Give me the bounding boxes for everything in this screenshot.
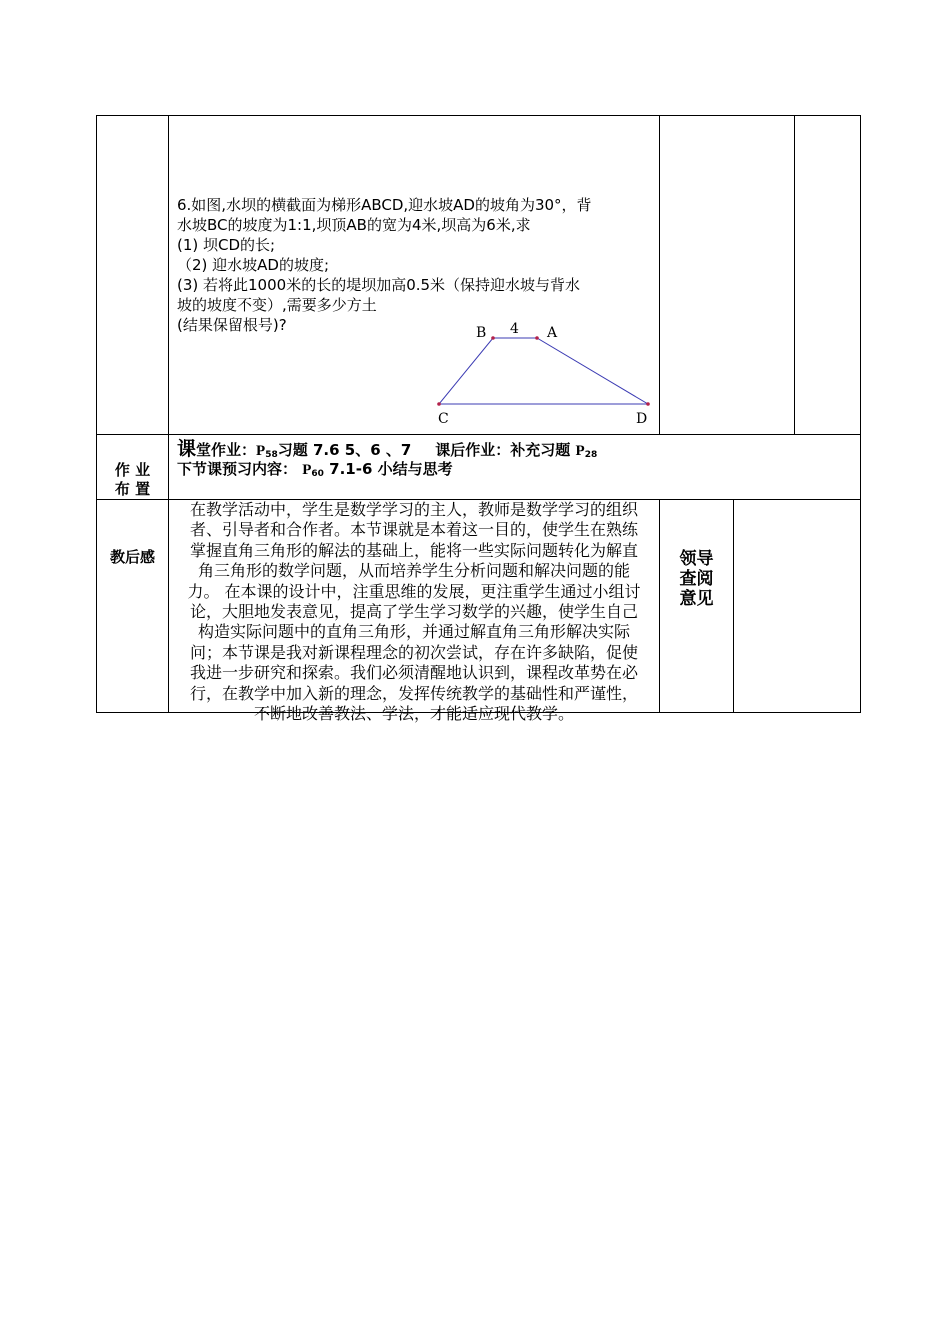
row-divider-homework (96, 434, 861, 435)
reflection-line: 论，大胆地发表意见，提高了学生学习数学的兴趣，使学生自己 (189, 601, 638, 621)
problem-line: (1) 坝CD的长; (177, 236, 276, 254)
homework-after-p-sub: 28 (584, 450, 598, 460)
dam-trapezoid (439, 338, 648, 404)
homework-preview-line (177, 459, 453, 484)
reflection-label: 教后感 (109, 548, 155, 566)
trapezoid-figure (425, 318, 655, 430)
vertex-a (535, 336, 539, 340)
problem-line: (3) 若将此1000米的长的堤坝加高0.5米（保持迎水坡与背水 (177, 276, 581, 294)
vertex-b (491, 336, 495, 340)
homework-preview-label: 下节课预习内容： (177, 460, 303, 478)
reflection-line: 在教学活动中，学生是数学学习的主人，教师是数学学习的组织 (189, 500, 638, 519)
label-d: D (636, 411, 648, 427)
table-border-right (860, 115, 861, 713)
homework-after-p: P (575, 443, 585, 459)
label-c: C (438, 411, 449, 427)
problem-line: 水坡BC的坡度为1:1,坝顶AB的宽为4米,坝高为6米,求 (177, 216, 531, 234)
reflection-line: 不断地改善教法、学法，才能适应现代教学。 (253, 703, 574, 723)
reflection-line: 者、引导者和合作者。本节课就是本着这一目的，使学生在熟练 (189, 520, 638, 540)
problem-line: 坡的坡度不变）,需要多少方土 (177, 296, 377, 314)
column-divider-main (168, 115, 169, 713)
leader-review-line2: 查阅 (679, 569, 714, 589)
reflection-line: 力。 在本课的设计中，注重思维的发展，更注重学生通过小组讨 (187, 581, 641, 601)
homework-class-label: 堂作业： (196, 441, 257, 459)
homework-preview-p-sub: 60 (311, 469, 324, 479)
leader-review-line1: 领导 (679, 549, 714, 569)
problem-line: （2) 迎水坡AD的坡度; (177, 256, 330, 274)
leader-review-line3: 意见 (679, 589, 714, 609)
reflection-line: 行，在教学中加入新的理念，发挥传统教学的基础性和严谨性， (189, 683, 638, 703)
homework-class-p-sub: 58 (265, 450, 278, 460)
reflection-text (171, 500, 657, 724)
homework-preview-p: P (302, 462, 312, 478)
vertex-c (437, 402, 441, 406)
homework-label-line2: 布 置 (114, 480, 151, 498)
homework-after-label: 课后作业：补充习题 (435, 441, 576, 459)
problem-line: 6.如图,水坝的横截面为梯形ABCD,迎水坡AD的坡角为30°，背 (177, 196, 592, 214)
table-border-top (96, 115, 861, 116)
reflection-line: 我进一步研究和探索。我们必须清醒地认识到，课程改革势在必 (189, 663, 638, 683)
vertex-d (646, 402, 650, 406)
label-a: A (547, 325, 558, 341)
reflection-line: 角三角形的数学问题，从而培养学生分析问题和解决问题的能 (197, 561, 630, 581)
table-border-left (96, 115, 97, 713)
leader-review-label (660, 549, 733, 609)
homework-class-first-char: 课 (177, 438, 197, 460)
homework-label (97, 461, 168, 499)
label-top-width: 4 (510, 321, 519, 337)
reflection-line: 问；本节课是我对新课程理念的初次尝试，存在许多缺陷，促使 (189, 642, 638, 662)
reflection-line: 掌握直角三角形的解法的基础上，能将一些实际问题转化为解直 (189, 540, 638, 560)
label-b: B (476, 325, 487, 341)
column-divider-notes (659, 115, 660, 435)
column-divider-notes-2 (794, 115, 795, 435)
homework-preview-items: 7.1-6 小结与思考 (323, 460, 453, 478)
problem-text (177, 195, 592, 335)
leader-review-box[interactable] (734, 500, 860, 712)
homework-class-p: P (256, 443, 266, 459)
problem-line: (结果保留根号)? (177, 316, 287, 334)
reflection-line: 构造实际问题中的直角三角形，并通过解直角三角形解决实际 (197, 622, 630, 642)
homework-label-line1: 作 业 (114, 461, 151, 479)
homework-class-items: 习题 7.6 5、6 、7 (277, 441, 412, 459)
